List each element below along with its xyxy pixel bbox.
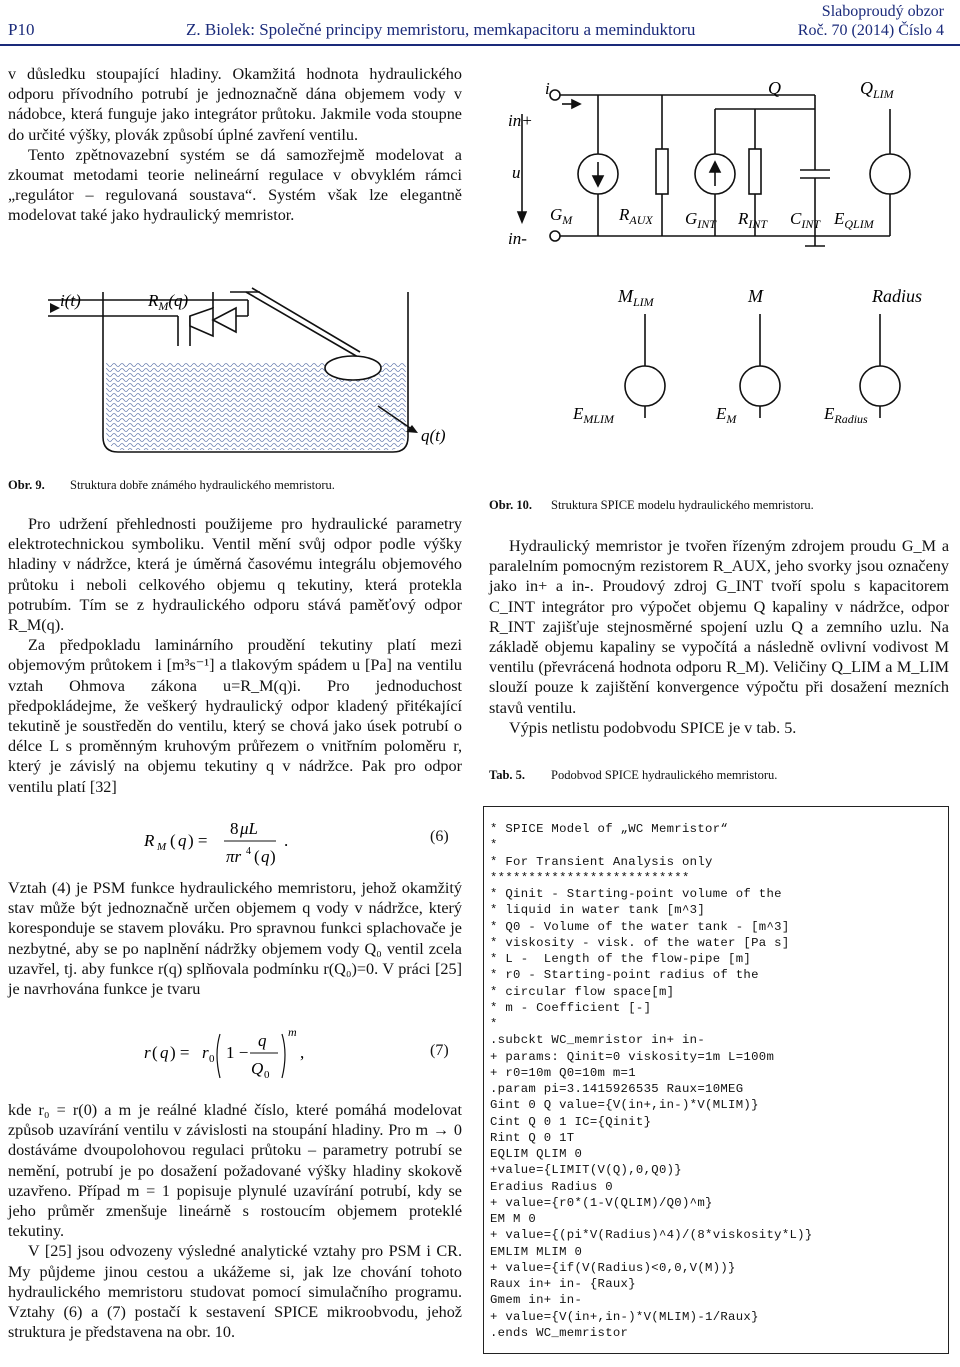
spice-netlist: [483, 806, 949, 1354]
svg-text:) =: ) =: [188, 831, 208, 850]
svg-text:q: q: [160, 1043, 169, 1062]
netlist-line: *: [490, 838, 498, 853]
left-body-text-3: [8, 1100, 462, 1342]
svg-text:(: (: [254, 847, 260, 866]
netlist-line: * SPICE Model of „WC Memristor“: [490, 822, 729, 836]
paragraph: Tento zpětnovazební systém se dá samozřejmě modelovat a zkoumat metodami teorie nelineární regulace v obvyklém rámci „regulátor – regulovaná soustava“. Systém však lze elegantně modelovat také jako hydraulický memristor.: [8, 145, 462, 225]
left-body-text: [8, 514, 462, 797]
label-RM-q: $R_M(q)$: [148, 291, 189, 313]
tab5-caption-num: Tab. 5.: [489, 768, 526, 782]
netlist-line: * r0 - Starting-point radius of the: [490, 968, 759, 983]
netlist-line: * Q0 - Volume of the water tank - [m^3]: [490, 919, 790, 934]
netlist-line: * liquid in water tank [m^3]: [490, 903, 706, 918]
fig9-caption-num: Obr. 9.: [8, 478, 45, 492]
journal-name: Slaboproudý obzor: [821, 3, 944, 20]
netlist-line: + value={(pi*V(Radius)^4)/(8*viskosity*L)}: [490, 1228, 813, 1243]
svg-text:.: .: [284, 831, 289, 850]
equation-6-number: (6): [430, 828, 449, 845]
label-RINT: $R_{INT}$: [738, 209, 768, 231]
svg-text:m: m: [288, 1025, 297, 1039]
netlist-line: **************************: [490, 870, 690, 885]
netlist-line: Eradius Radius 0: [490, 1179, 613, 1194]
fig10-caption-num: Obr. 10.: [489, 498, 532, 512]
netlist-line: EQLIM QLIM 0: [490, 1147, 583, 1161]
svg-text:q: q: [261, 847, 270, 866]
paragraph: Výpis netlistu podobvodu SPICE je v tab. 5.: [509, 718, 797, 737]
tab5-caption: [489, 768, 777, 783]
label-i: i: [545, 79, 550, 98]
svg-text:1 −: 1 −: [226, 1043, 249, 1062]
netlist-line: .subckt WC_memristor in+ in-: [490, 1033, 706, 1048]
netlist-line: Gint 0 Q value={V(in+,in-)*V(MLIM)}: [490, 1098, 759, 1113]
svg-text:r: r: [144, 1043, 151, 1062]
left-top-text: [8, 64, 462, 226]
svg-text:πr: πr: [226, 847, 242, 866]
fig10-caption: [489, 498, 814, 513]
label-EM: $E_M$: [716, 404, 737, 426]
paragraph: Hydraulický memristor je tvořen řízeným zdrojem proudu G_M a paralelním pomocným rezistorem R_AUX, jeho svorky jsou označeny jako in+ a in-. Proudový zdroj G_INT tvoří spolu s kapacitorem C_INT integrátor pro výpočet objemu Q kapaliny v nádržce, odpor R_INT zajišťuje stejnosměrné spojení uzlu Q a zemního uzlu. Na základě objemu kapaliny se vypočítá a následně ovlivní vodivost M ventilu (převrácená hodnota odporu R_M). Veličiny Q_LIM a M_LIM slouží pouze k zajištění konvergence výpočtu při dosažení mezních stavů ventilu.: [489, 537, 949, 717]
fig10-caption-text: Struktura SPICE modelu hydraulického memristoru.: [551, 498, 814, 512]
svg-text:): ): [270, 847, 276, 866]
netlist-line: + value={V(in+,in-)*V(MLIM)-1/Raux}: [490, 1309, 759, 1324]
journal-info: [798, 2, 944, 40]
fig10-circuit-bottom: [560, 286, 950, 436]
label-Q: Q: [768, 78, 781, 98]
equation-7-number: (7): [430, 1042, 449, 1059]
paragraph: Vztah (4) je PSM funkce hydraulického memristoru, jehož okamžitý stav může být jednoznačně určen objemem q vody v nádržce, který koresponduje se stavem plováku. Pro spravnou funkci splachovače je nezbytné, aby se po naplnění nádržky objemem vody Q₀ ventil zcela uzavřel, tj. aby funkce r(q) splňovala podmínku r(Q₀)=0. V práci [25] je navrhována funkce je tvaru: [8, 879, 462, 999]
svg-text:q: q: [178, 831, 187, 850]
tab5-caption-text: Podobvod SPICE hydraulického memristoru.: [551, 768, 778, 782]
label-MLIM: $M_{LIM}$: [618, 286, 654, 309]
label-GM: $G_M$: [550, 205, 573, 227]
svg-text:4: 4: [246, 846, 251, 857]
right-body-text: [489, 536, 949, 738]
svg-text:0: 0: [264, 1069, 270, 1081]
paragraph: V [25] jsou odvozeny výsledné analytické vztahy pro PSM i CR. My půjdeme jinou cestou a ukážeme si, jak lze chování tohoto hydraulického memristoru studovat pomocí simulačního programu. Vztahy (6) a (7) postačí k sestavení SPICE mikroobvodu, jehož struktura je představena na obr. 10.: [8, 1242, 462, 1342]
fig9-hydraulic-memristor: [8, 272, 468, 472]
svg-text:r: r: [202, 1043, 209, 1062]
svg-text:,: ,: [300, 1043, 305, 1062]
netlist-line: Gmem in+ in-: [490, 1293, 583, 1308]
label-M: M: [748, 286, 763, 306]
fig9-caption: [8, 478, 335, 493]
netlist-line: +value={LIMIT(V(Q),0,Q0)}: [490, 1163, 682, 1178]
paragraph: kde r₀ = r(0) a m je reálné kladné číslo, které pomáhá modelovat způsob uzavírání ventilu v závislosti na stoupání hladiny. Pro m → 0 dostáváme dvoupolohovou regulaci průtoku – parametry potrubí se nemění, potrubí je po dosažení požadované výšky hladiny skokově uzavřeno. Případ m = 1 popisuje plynulé uzavírání potrubí, kdy se jeho průměr zmenšuje lineárně s rostoucím objemem proteklé tekutiny.: [8, 1101, 462, 1241]
fig10-circuit-top: [500, 74, 950, 264]
label-RAUX: $R_{AUX}$: [619, 205, 653, 227]
paragraph: v důsledku stoupající hladiny. Okamžitá hodnota hydraulického odporu přívodního potrubí je jednoznačně dána objemem vody v nádobce, která funguje jako integrátor průtoku. Jakmile voda stoupne do určité výšky, plovák způsobí úplné zavření ventilu.: [8, 65, 462, 144]
netlist-line: + r0=10m Q0=10m m=1: [490, 1065, 636, 1080]
label-EMLIM: $E_{MLIM}$: [573, 404, 615, 426]
svg-text:(: (: [170, 831, 176, 850]
svg-text:) =: ) =: [170, 1043, 190, 1062]
label-i-t: i(t): [60, 291, 81, 310]
label-EQLIM: $E_{QLIM}$: [834, 209, 874, 231]
svg-text:M: M: [157, 841, 167, 853]
label-in-plus: in+: [508, 111, 533, 130]
netlist-line: + params: Qinit=0 viskosity=1m L=100m: [490, 1049, 775, 1064]
netlist-line: * m - Coefficient [-]: [490, 1000, 652, 1015]
header-rule: [0, 44, 960, 46]
left-body-text-2: [8, 878, 462, 999]
netlist-line: + value={if(V(Radius)<0,0,V(M))}: [490, 1260, 736, 1275]
netlist-line: * circular flow space[m]: [490, 984, 675, 999]
netlist-line: Raux in+ in- {Raux}: [490, 1277, 636, 1291]
netlist-line: * Qinit - Starting-point volume of the: [490, 887, 782, 901]
netlist-line: .param pi=3.1415926535 Raux=10MEG: [490, 1082, 744, 1096]
page-number: P10: [8, 20, 35, 39]
fig9-caption-text: Struktura dobře známého hydraulického memristoru.: [70, 478, 335, 492]
svg-text:Q: Q: [251, 1059, 264, 1078]
equation-7: [140, 1024, 340, 1088]
netlist-line: EM M 0: [490, 1212, 537, 1226]
label-ERadius: $E_{Radius}$: [824, 404, 868, 426]
netlist-line: + value={r0*(1-V(QLIM)/Q0)^m}: [490, 1195, 713, 1210]
netlist-line: * L - Length of the flow-pipe [m]: [490, 952, 752, 966]
svg-text:(: (: [152, 1043, 158, 1062]
label-CINT: $C_{INT}$: [790, 209, 821, 231]
svg-text:0: 0: [209, 1053, 215, 1065]
netlist-line: * viskosity - visk. of the water [Pa s]: [490, 935, 790, 950]
label-in-minus: in-: [508, 229, 527, 248]
netlist-line: *: [490, 1017, 498, 1031]
label-GINT: $G_{INT}$: [685, 209, 716, 231]
label-QLIM: $Q_{LIM}$: [860, 78, 894, 101]
netlist-line: * For Transient Analysis only: [490, 854, 713, 869]
svg-text:q: q: [258, 1031, 267, 1050]
paragraph: Pro udržení přehlednosti použijeme pro hydraulické parametry elektrotechnickou symboliku. Ventil mění svůj odpor podle výšky hladiny v nádržce, která je úměrná časovému integrálu objemového průtoku i neboli celkového objemu q tekutiny, která protekla potrubím. Tím se z hydraulického odporu stává paměťový odpor R_M(q).: [8, 515, 462, 635]
svg-text:R: R: [144, 831, 155, 850]
label-u: u: [512, 163, 521, 182]
running-title: Z. Biolek: Společné principy memristoru, memkapacitoru a meminduktoru: [186, 20, 696, 39]
paragraph: Za předpokladu laminárního proudění tekutiny platí mezi objemovým průtokem i [m³s⁻¹] a tlakovým spádem u [Pa] na ventilu vztah Ohmova zákona u=R_M(q)i. Pro jednoduchost předpokládejme, že veškerý hydraulický odpor kladený přitékající tekutině je soustředěn do ventilu, který se chová jako úsek potrubí o délce L s proměnným kruhovým průřezem o vnitřním poloměru r, který je závislý na objemu tekutiny q v nádržce. Pak pro odpor ventilu platí [32]: [8, 636, 462, 796]
netlist-line: EMLIM MLIM 0: [490, 1244, 583, 1259]
netlist-line: .ends WC_memristor: [490, 1325, 629, 1340]
netlist-line: Rint Q 0 1T: [490, 1130, 575, 1145]
equation-6: [140, 812, 320, 872]
terminal-in-minus: [550, 231, 560, 241]
terminal-in-plus: [550, 90, 560, 100]
svg-text:8: 8: [230, 819, 239, 838]
journal-issue: Roč. 70 (2014) Číslo 4: [797, 22, 944, 39]
netlist-line: Cint Q 0 1 IC={Qinit}: [490, 1114, 652, 1129]
label-q-t: q(t): [421, 426, 446, 445]
svg-text:μL: μL: [240, 819, 258, 838]
label-Radius: Radius: [872, 286, 923, 306]
